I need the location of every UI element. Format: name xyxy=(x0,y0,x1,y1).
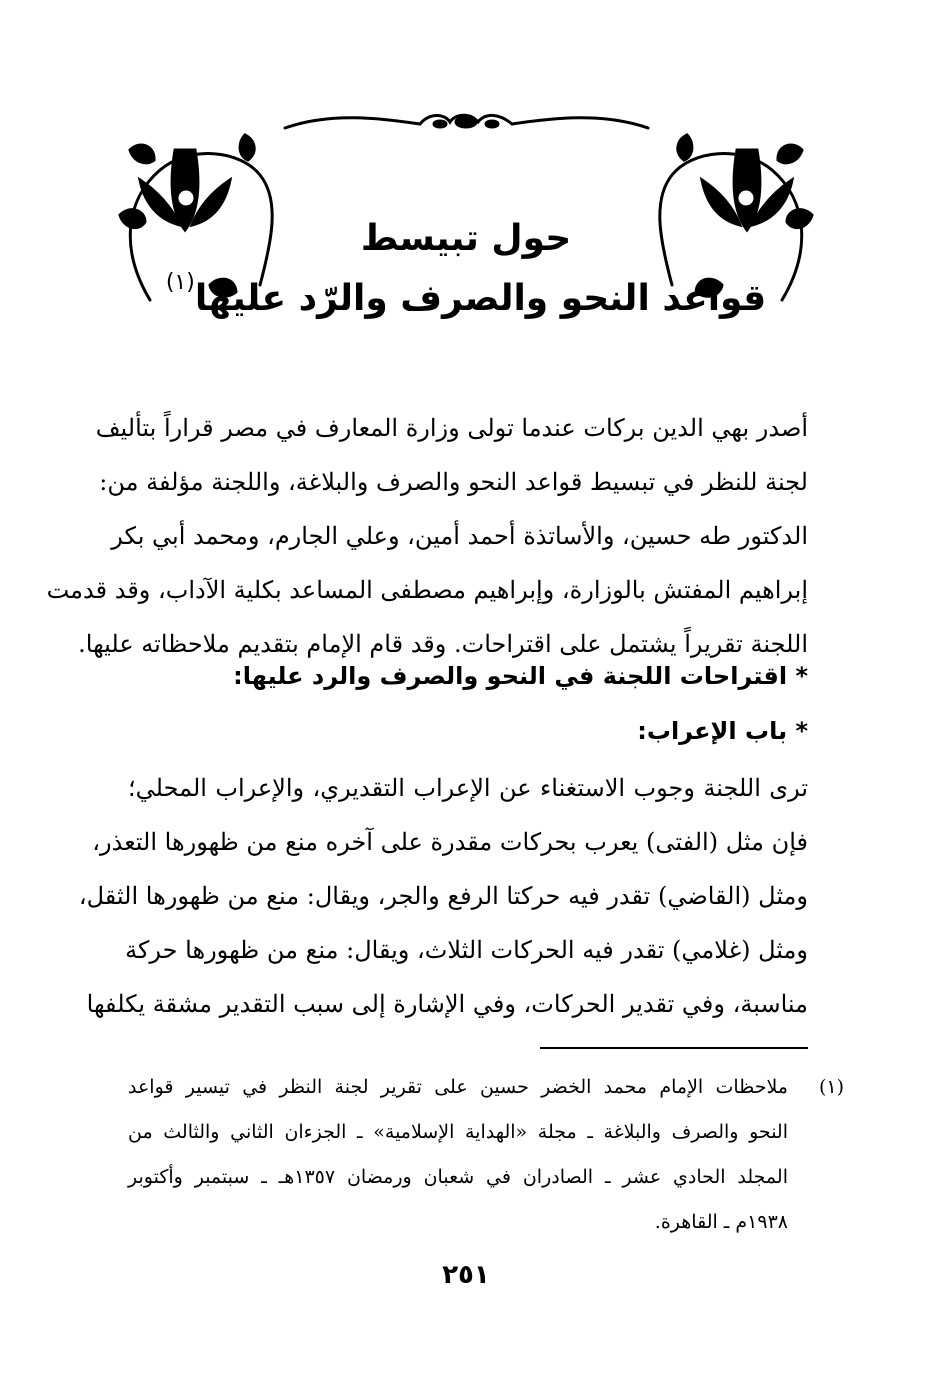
title-line-1: حول تبيسط xyxy=(360,218,572,259)
paragraph-line: ترى اللجنة وجوب الاستغناء عن الإعراب التقديري، والإعراب المحلي؛ xyxy=(128,774,808,802)
footnote-line: ملاحظات الإمام محمد الخضر حسين على تقرير لجنة النظر في تيسير قواعد xyxy=(128,1076,788,1098)
footnote-line: المجلد الحادي عشر ـ الصادران في شعبان ورمضان ١٣٥٧هـ ـ سبتمبر وأكتوبر xyxy=(128,1166,788,1188)
paragraph-line: أصدر بهي الدين بركات عندما تولى وزارة المعارف في مصر قراراً بتأليف xyxy=(95,414,808,442)
footnote-body xyxy=(128,1065,788,1245)
top-scroll-ornament xyxy=(285,115,648,128)
footnote-line: ١٩٣٨م ـ القاهرة. xyxy=(654,1211,788,1233)
intro-paragraph xyxy=(46,401,808,671)
paragraph-line: الدكتور طه حسين، والأساتذة أحمد أمين، وعلي الجارم، ومحمد أبي بكر xyxy=(111,522,808,550)
title-footnote-ref: (١) xyxy=(165,270,195,295)
section-heading-irab: * باب الإعراب: xyxy=(637,717,808,745)
section-heading-proposals: * اقتراحات اللجنة في النحو والصرف والرد عليها: xyxy=(233,662,808,690)
paragraph-line: ومثل (القاضي) تقدر فيه حركتا الرفع والجر، ويقال: منع من ظهورها الثقل، xyxy=(78,882,808,910)
paragraph-line: فإن مثل (الفتى) يعرب بحركات مقدرة على آخره منع من ظهورها التعذر، xyxy=(92,828,808,856)
page-number: ٢٥١ xyxy=(442,1260,490,1290)
paragraph-line: إبراهيم المفتش بالوزارة، وإبراهيم مصطفى المساعد بكلية الآداب، وقد قدمت xyxy=(46,576,808,604)
footnote-line: النحو والصرف والبلاغة ـ مجلة «الهداية الإسلامية» ـ الجزءان الثاني والثالث من xyxy=(128,1121,788,1143)
footnote xyxy=(128,1065,844,1245)
irab-paragraph xyxy=(78,761,808,1031)
title-line-2-text: قواعد النحو والصرف والرّد عليها xyxy=(194,278,767,319)
footnote-divider xyxy=(540,1047,808,1049)
paragraph-line: لجنة للنظر في تبسيط قواعد النحو والصرف والبلاغة، واللجنة مؤلفة من: xyxy=(99,468,808,496)
header-ornament xyxy=(0,0,932,320)
paragraph-line: ومثل (غلامي) تقدر فيه الحركات الثلاث، ويقال: منع من ظهورها حركة xyxy=(125,936,808,964)
footnote-marker: (١) xyxy=(818,1076,844,1098)
paragraph-line: مناسبة، وفي تقدير الحركات، وفي الإشارة إلى سبب التقدير مشقة يكلفها xyxy=(86,990,808,1018)
paragraph-line: اللجنة تقريراً يشتمل على اقتراحات. وقد قام الإمام بتقديم ملاحظاته عليها. xyxy=(78,630,808,658)
title-line-2 xyxy=(0,270,932,319)
